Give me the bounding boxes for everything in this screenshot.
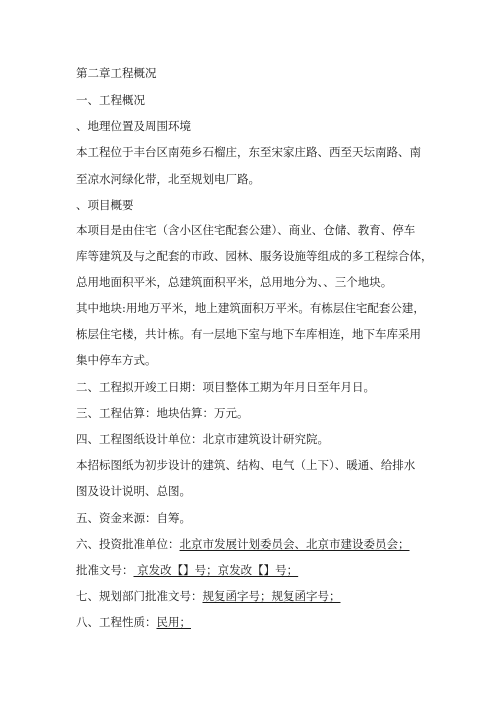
paragraph-line: 本招标图纸为初步设计的建筑、结构、电气（上下）、暖通、给排水 bbox=[76, 458, 416, 472]
planning-approval-line bbox=[76, 589, 436, 603]
section-heading-design-unit: 四、工程图纸设计单位：北京市建筑设计研究院。 bbox=[76, 432, 329, 446]
paragraph-line: 总用地面积平米，总建筑面积平米，总用地分为、、三个地块。 bbox=[76, 275, 393, 289]
paragraph-line: 图及设计说明、总图。 bbox=[76, 484, 191, 498]
section-heading-estimate: 三、工程估算：地块估算：万元。 bbox=[76, 406, 249, 420]
planning-approval-value: 规复函字号；规复函字号； bbox=[202, 589, 341, 603]
approval-number-line bbox=[76, 563, 436, 577]
project-nature-line bbox=[76, 615, 436, 629]
investment-approval-value: 北京市发展计划委员会、北京市建设委员会； bbox=[179, 537, 410, 551]
project-nature-label: 八、工程性质： bbox=[76, 615, 157, 629]
subsection-heading-project: 、项目概要 bbox=[76, 198, 134, 212]
paragraph-line: 本工程位于丰台区南苑乡石榴庄，东至宋家庄路、西至天坛南路、南 bbox=[76, 145, 421, 159]
paragraph-line: 集中停车方式。 bbox=[76, 353, 157, 367]
paragraph-line: 本项目是由住宅（含小区住宅配套公建）、商业、仓储、教育、停车 bbox=[76, 223, 416, 237]
approval-number-value: 京发改【】号；京发改【】号； bbox=[133, 563, 299, 577]
approval-number-label: 批准文号： bbox=[76, 563, 134, 577]
paragraph-line: 至凉水河绿化带，北至规划电厂路。 bbox=[76, 172, 260, 186]
investment-approval-label: 六、投资批准单位： bbox=[76, 537, 180, 551]
section-heading-funding: 五、资金来源：自筹。 bbox=[76, 511, 191, 525]
paragraph-line: 其中地块:用地万平米，地上建筑面积万平米。有栋层住宅配套公建， bbox=[76, 301, 425, 315]
project-nature-value: 民用； bbox=[156, 615, 191, 629]
planning-approval-label: 七、规划部门批准文号： bbox=[76, 589, 203, 603]
chapter-title: 第二章工程概况 bbox=[76, 66, 157, 80]
paragraph-line: 库等建筑及与之配套的市政、园林、服务设施等组成的多工程综合体， bbox=[76, 249, 433, 263]
paragraph-line: 栋层住宅楼，共计栋。有一层地下室与地下车库相连，地下车库采用 bbox=[76, 327, 421, 341]
subsection-heading-location: 、地理位置及周围环境 bbox=[76, 119, 191, 133]
investment-approval-line bbox=[76, 537, 436, 551]
section-heading-schedule: 二、工程拟开竣工日期：项目整体工期为年月日至年月日。 bbox=[76, 380, 375, 394]
section-heading-overview: 一、工程概况 bbox=[76, 93, 145, 107]
